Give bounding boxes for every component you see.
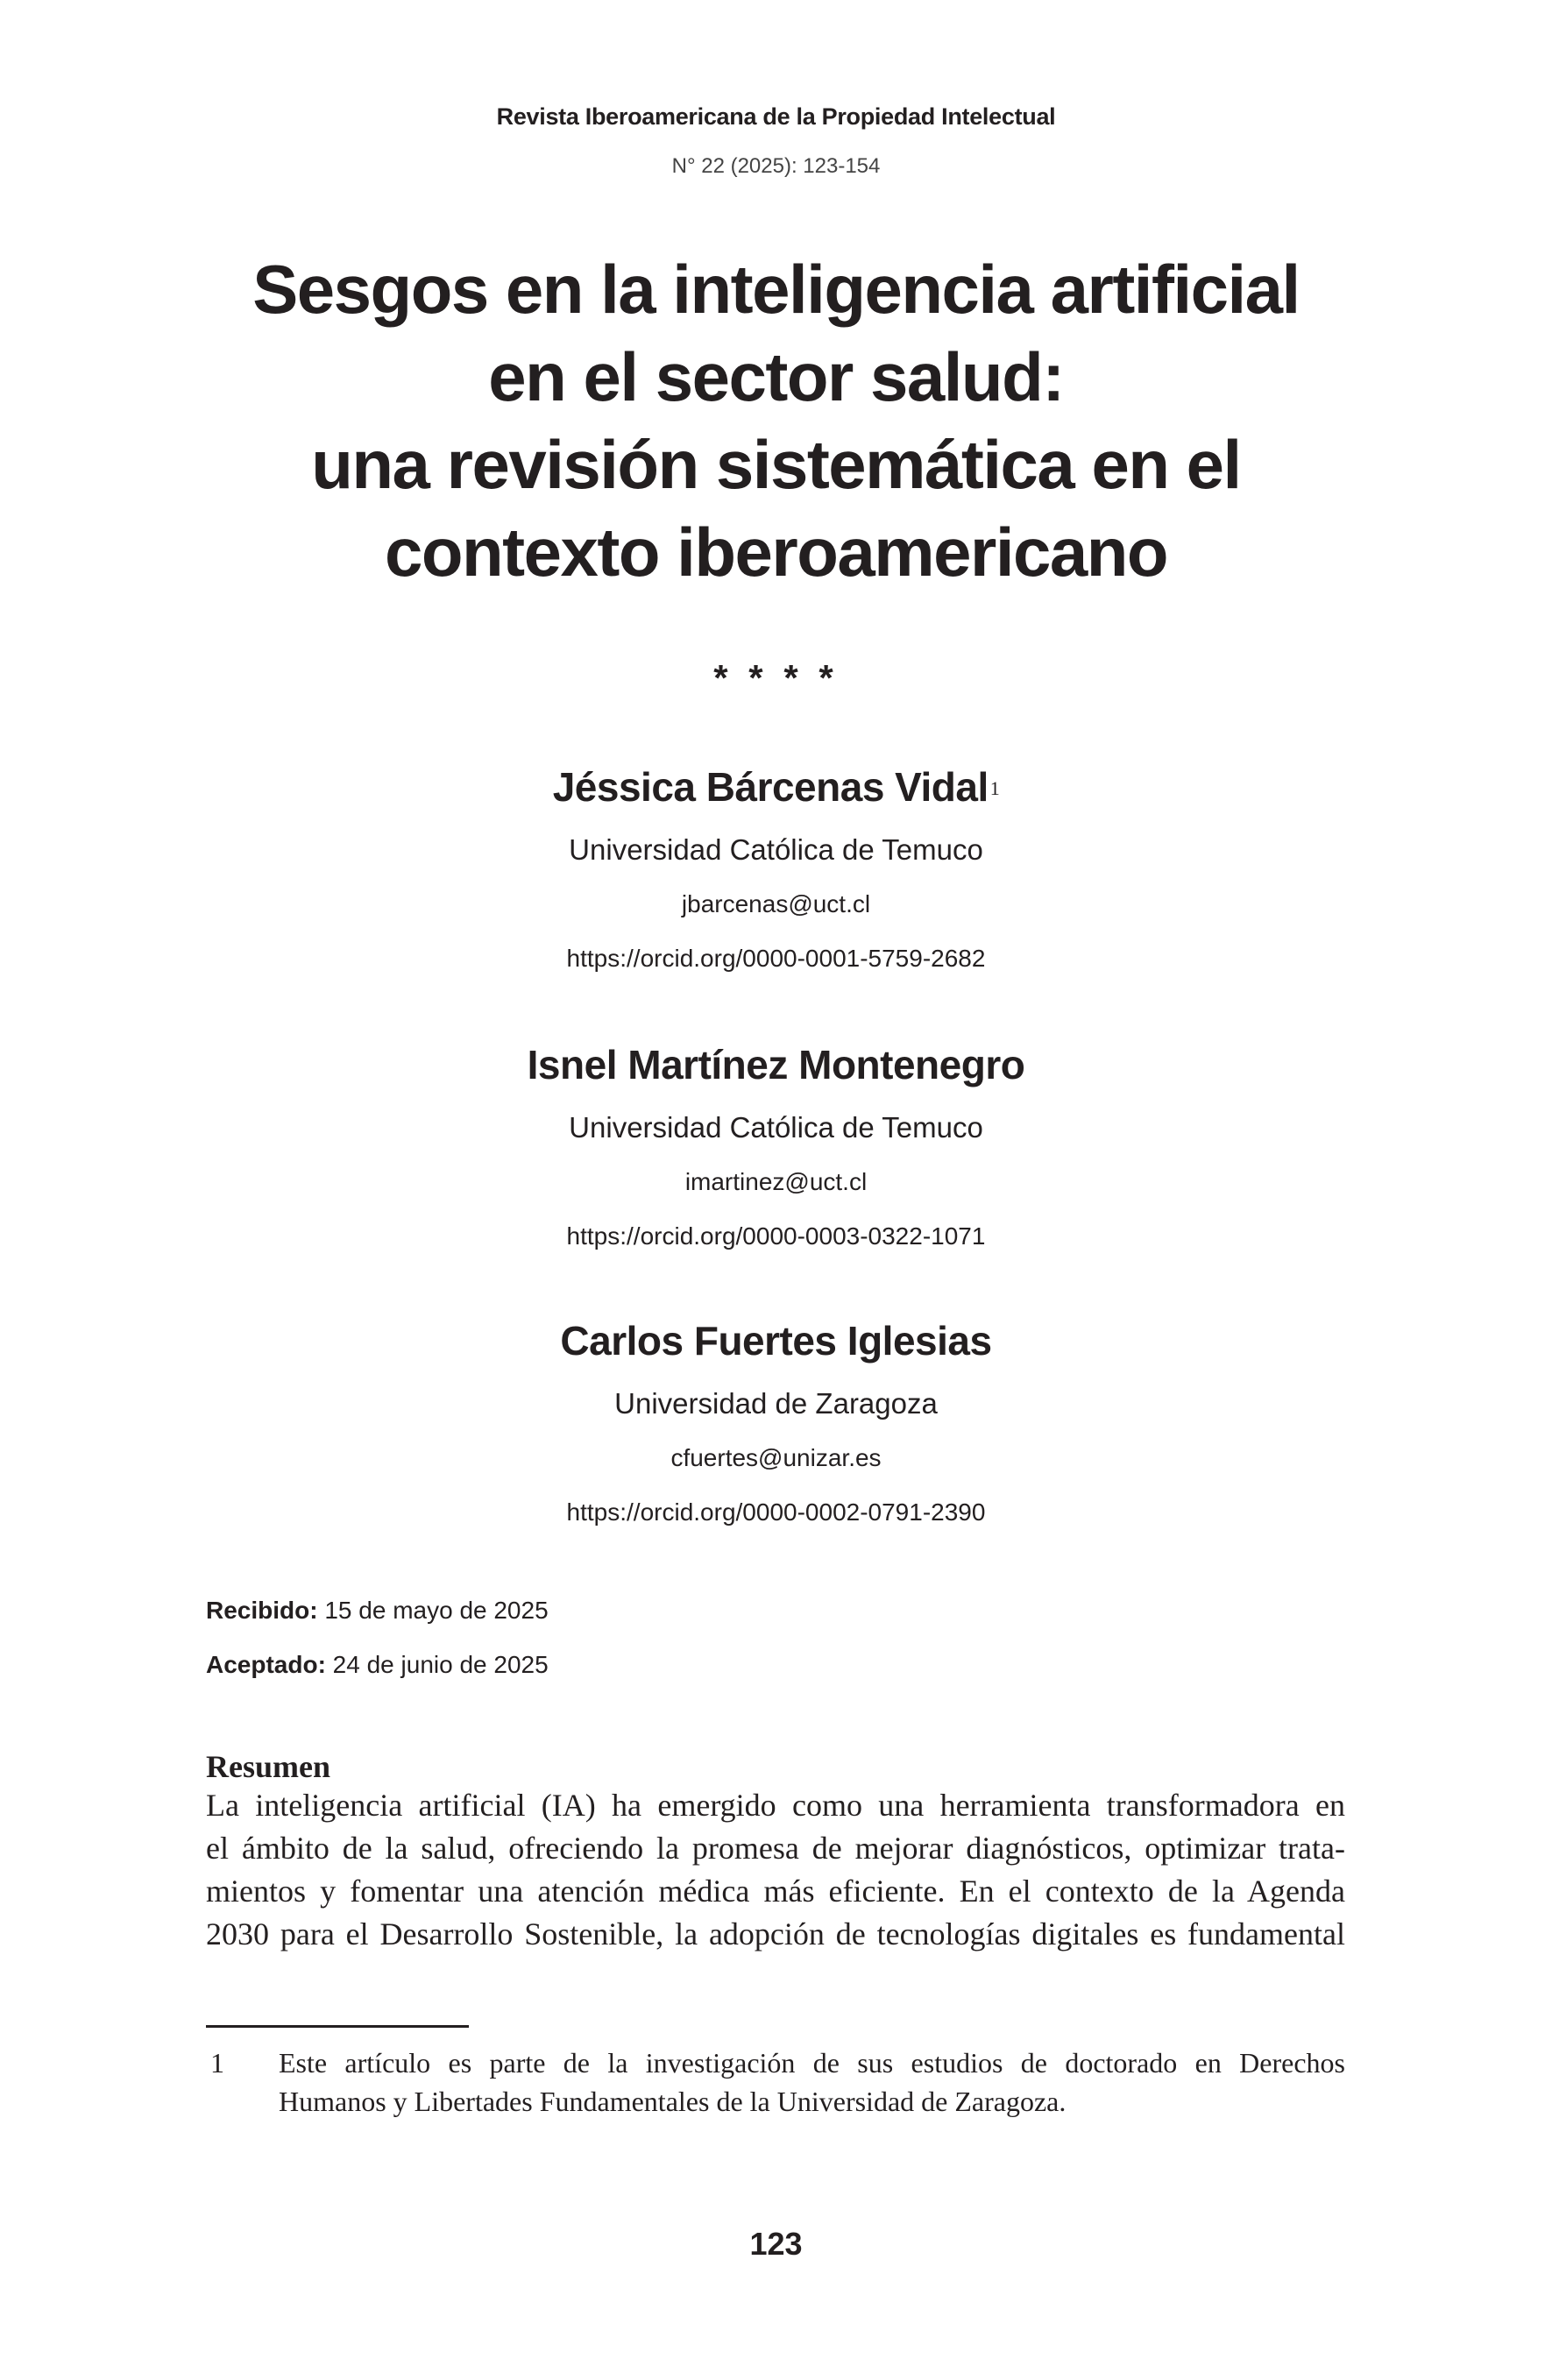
footnote-text	[279, 2044, 1345, 2121]
author-affiliation: Universidad Católica de Temuco	[569, 833, 983, 866]
title-line: contexto iberoamericano	[384, 514, 1168, 591]
footnote-divider	[206, 2025, 469, 2028]
author-name	[0, 1038, 1552, 1091]
abstract-section	[206, 1749, 1345, 1956]
author-affiliation: Universidad de Zaragoza	[614, 1387, 938, 1420]
author-orcid-link[interactable]: https://orcid.org/0000-0002-0791-2390	[566, 1498, 986, 1526]
abstract-body	[206, 1784, 1345, 1956]
title-line: una revisión sistemática en el	[311, 426, 1241, 503]
footnote-ref[interactable]: 1	[989, 777, 1000, 799]
footnote-number: 1	[210, 2047, 224, 2079]
author-block	[0, 1314, 1552, 1528]
page-number: 123	[749, 2226, 803, 2262]
author-orcid-link[interactable]: https://orcid.org/0000-0003-0322-1071	[566, 1222, 986, 1250]
author-affiliation: Universidad Católica de Temuco	[569, 1111, 983, 1144]
abstract-heading: Resumen	[206, 1749, 330, 1784]
accepted-label: Aceptado:	[206, 1651, 326, 1678]
title-line: en el sector salud:	[488, 338, 1064, 415]
section-separator: * * * *	[713, 657, 839, 698]
author-orcid-link[interactable]: https://orcid.org/0000-0001-5759-2682	[566, 945, 986, 972]
author-email[interactable]: jbarcenas@uct.cl	[681, 890, 871, 917]
footnote-line: Este artículo es parte de la investigación de sus estudios de doctorado en Derechos	[279, 2047, 1345, 2079]
abstract-line: mientos y fomentar una atención médica más eficiente. En el contexto de la Agenda	[206, 1874, 1345, 1909]
accepted-value: 24 de junio de 2025	[325, 1651, 549, 1678]
author-name-text: Carlos Fuertes Iglesias	[560, 1318, 992, 1364]
journal-name: Revista Iberoamericana de la Propiedad Intelectual	[496, 103, 1056, 130]
author-email[interactable]: imartinez@uct.cl	[684, 1168, 868, 1195]
author-name-text: Jéssica Bárcenas Vidal	[552, 764, 989, 810]
author-name	[0, 761, 1552, 813]
issue-info: N° 22 (2025): 123-154	[671, 154, 881, 178]
footnote	[206, 2044, 1345, 2121]
footnote-line: Humanos y Libertades Fundamentales de la Universidad de Zaragoza.	[279, 2086, 1067, 2117]
author-email[interactable]: cfuertes@unizar.es	[670, 1444, 882, 1471]
author-block	[0, 761, 1552, 974]
received-label: Recibido:	[206, 1597, 318, 1624]
accepted-date	[206, 1649, 549, 1681]
abstract-line: 2030 para el Desarrollo Sostenible, la adopción de tecnologías digitales es fundamental	[206, 1916, 1345, 1951]
abstract-line: La inteligencia artificial (IA) ha emergido como una herramienta transformadora en	[206, 1788, 1345, 1823]
received-date	[206, 1595, 549, 1626]
author-block	[0, 1038, 1552, 1252]
received-value: 15 de mayo de 2025	[317, 1597, 549, 1624]
title-line: Sesgos en la inteligencia artificial	[252, 251, 1300, 328]
author-name	[0, 1314, 1552, 1367]
abstract-line: el ámbito de la salud, ofreciendo la promesa de mejorar diagnósticos, optimizar trata-	[206, 1831, 1345, 1866]
article-title	[175, 245, 1377, 596]
submission-dates	[206, 1595, 549, 1704]
author-name-text: Isnel Martínez Montenegro	[527, 1042, 1025, 1087]
